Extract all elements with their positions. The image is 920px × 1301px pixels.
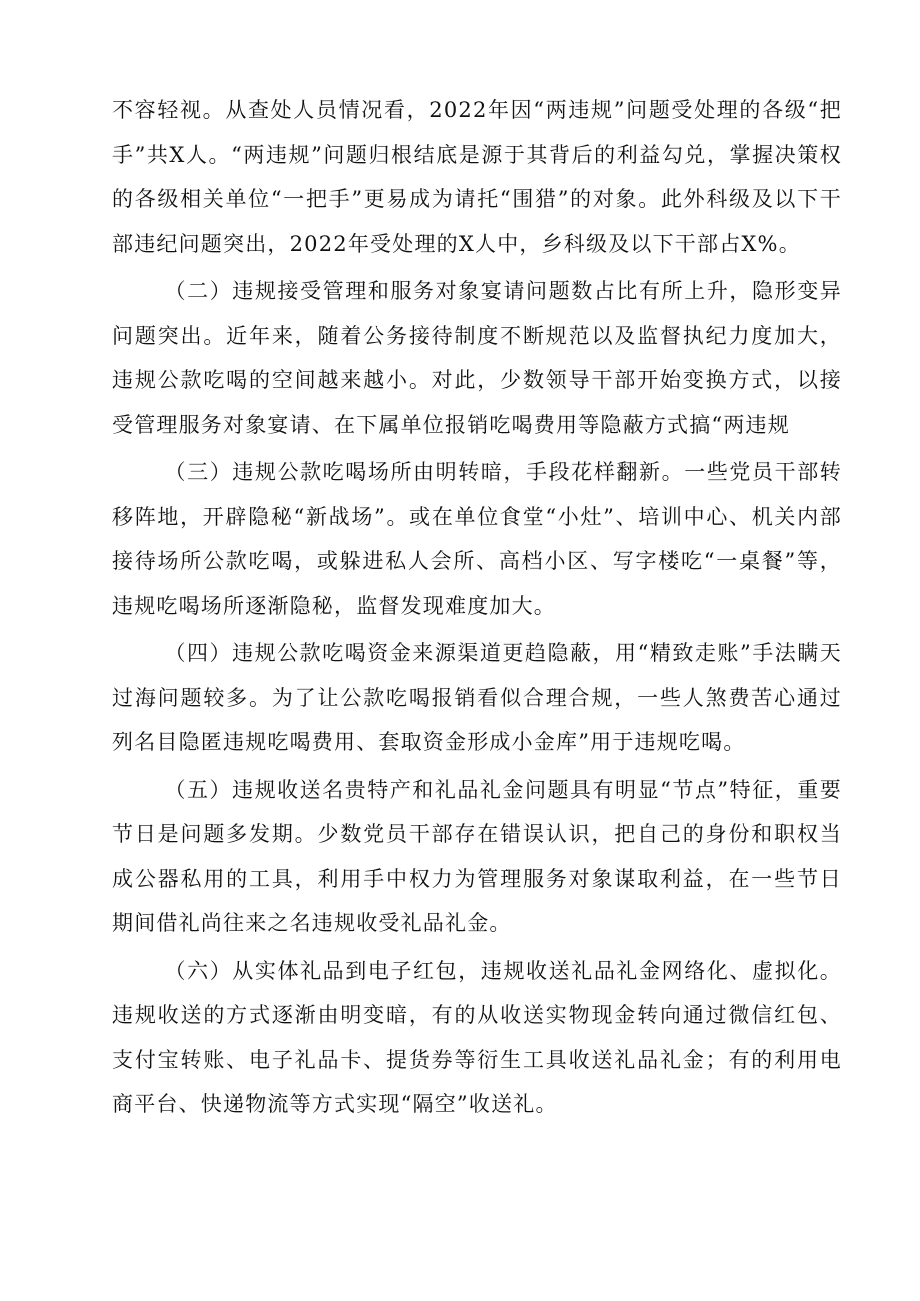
document-page [112,88,842,1130]
paragraph-intro: 不容轻视。从查处人员情况看，2022年因“两违规”问题受处理的各级“把手”共X人。“两违规”问题归根结底是源于其背后的利益勾兑，掌握决策权的各级相关单位“一把手”更易成为请托“围猎”的对象。此外科级及以下干部违纪问题突出，2022年受处理的X人中，乡科级及以下干部占X%。 [112,98,842,256]
paragraph-section-5: （五）违规收送名贵特产和礼品礼金问题具有明显“节点”特征，重要节日是问题多发期。少数党员干部存在错误认识，把自己的身份和职权当成公器私用的工具，利用手中权力为管理服务对象谋取利益，在一些节日期间借礼尚往来之名违规收受礼品礼金。 [112,777,842,935]
paragraph-section-3: （三）违规公款吃喝场所由明转暗，手段花样翻新。一些党员干部转移阵地，开辟隐秘“新战场”。或在单位食堂“小灶”、培训中心、机关内部接待场所公款吃喝，或躲进私人会所、高档小区、写字楼吃“一桌餐”等，违规吃喝场所逐渐隐秘，监督发现难度加大。 [112,460,842,618]
paragraph-section-4: （四）违规公款吃喝资金来源渠道更趋隐蔽，用“精致走账”手法瞒天过海问题较多。为了让公款吃喝报销看似合理合规，一些人煞费苦心通过列名目隐匿违规吃喝费用、套取资金形成小金库”用于违规吃喝。 [112,641,842,754]
paragraph-section-2: （二）违规接受管理和服务对象宴请问题数占比有所上升，隐形变异问题突出。近年来，随着公务接待制度不断规范以及监督执纪力度加大，违规公款吃喝的空间越来越小。对此，少数领导干部开始变换方式，以接受管理服务对象宴请、在下属单位报销吃喝费用等隐蔽方式搞“两违规 [112,279,842,437]
paragraph-section-6: （六）从实体礼品到电子红包，违规收送礼品礼金网络化、虚拟化。违规收送的方式逐渐由明变暗，有的从收送实物现金转向通过微信红包、支付宝转账、电子礼品卡、提货券等衍生工具收送礼品礼金；有的利用电商平台、快递物流等方式实现“隔空”收送礼。 [112,958,842,1116]
